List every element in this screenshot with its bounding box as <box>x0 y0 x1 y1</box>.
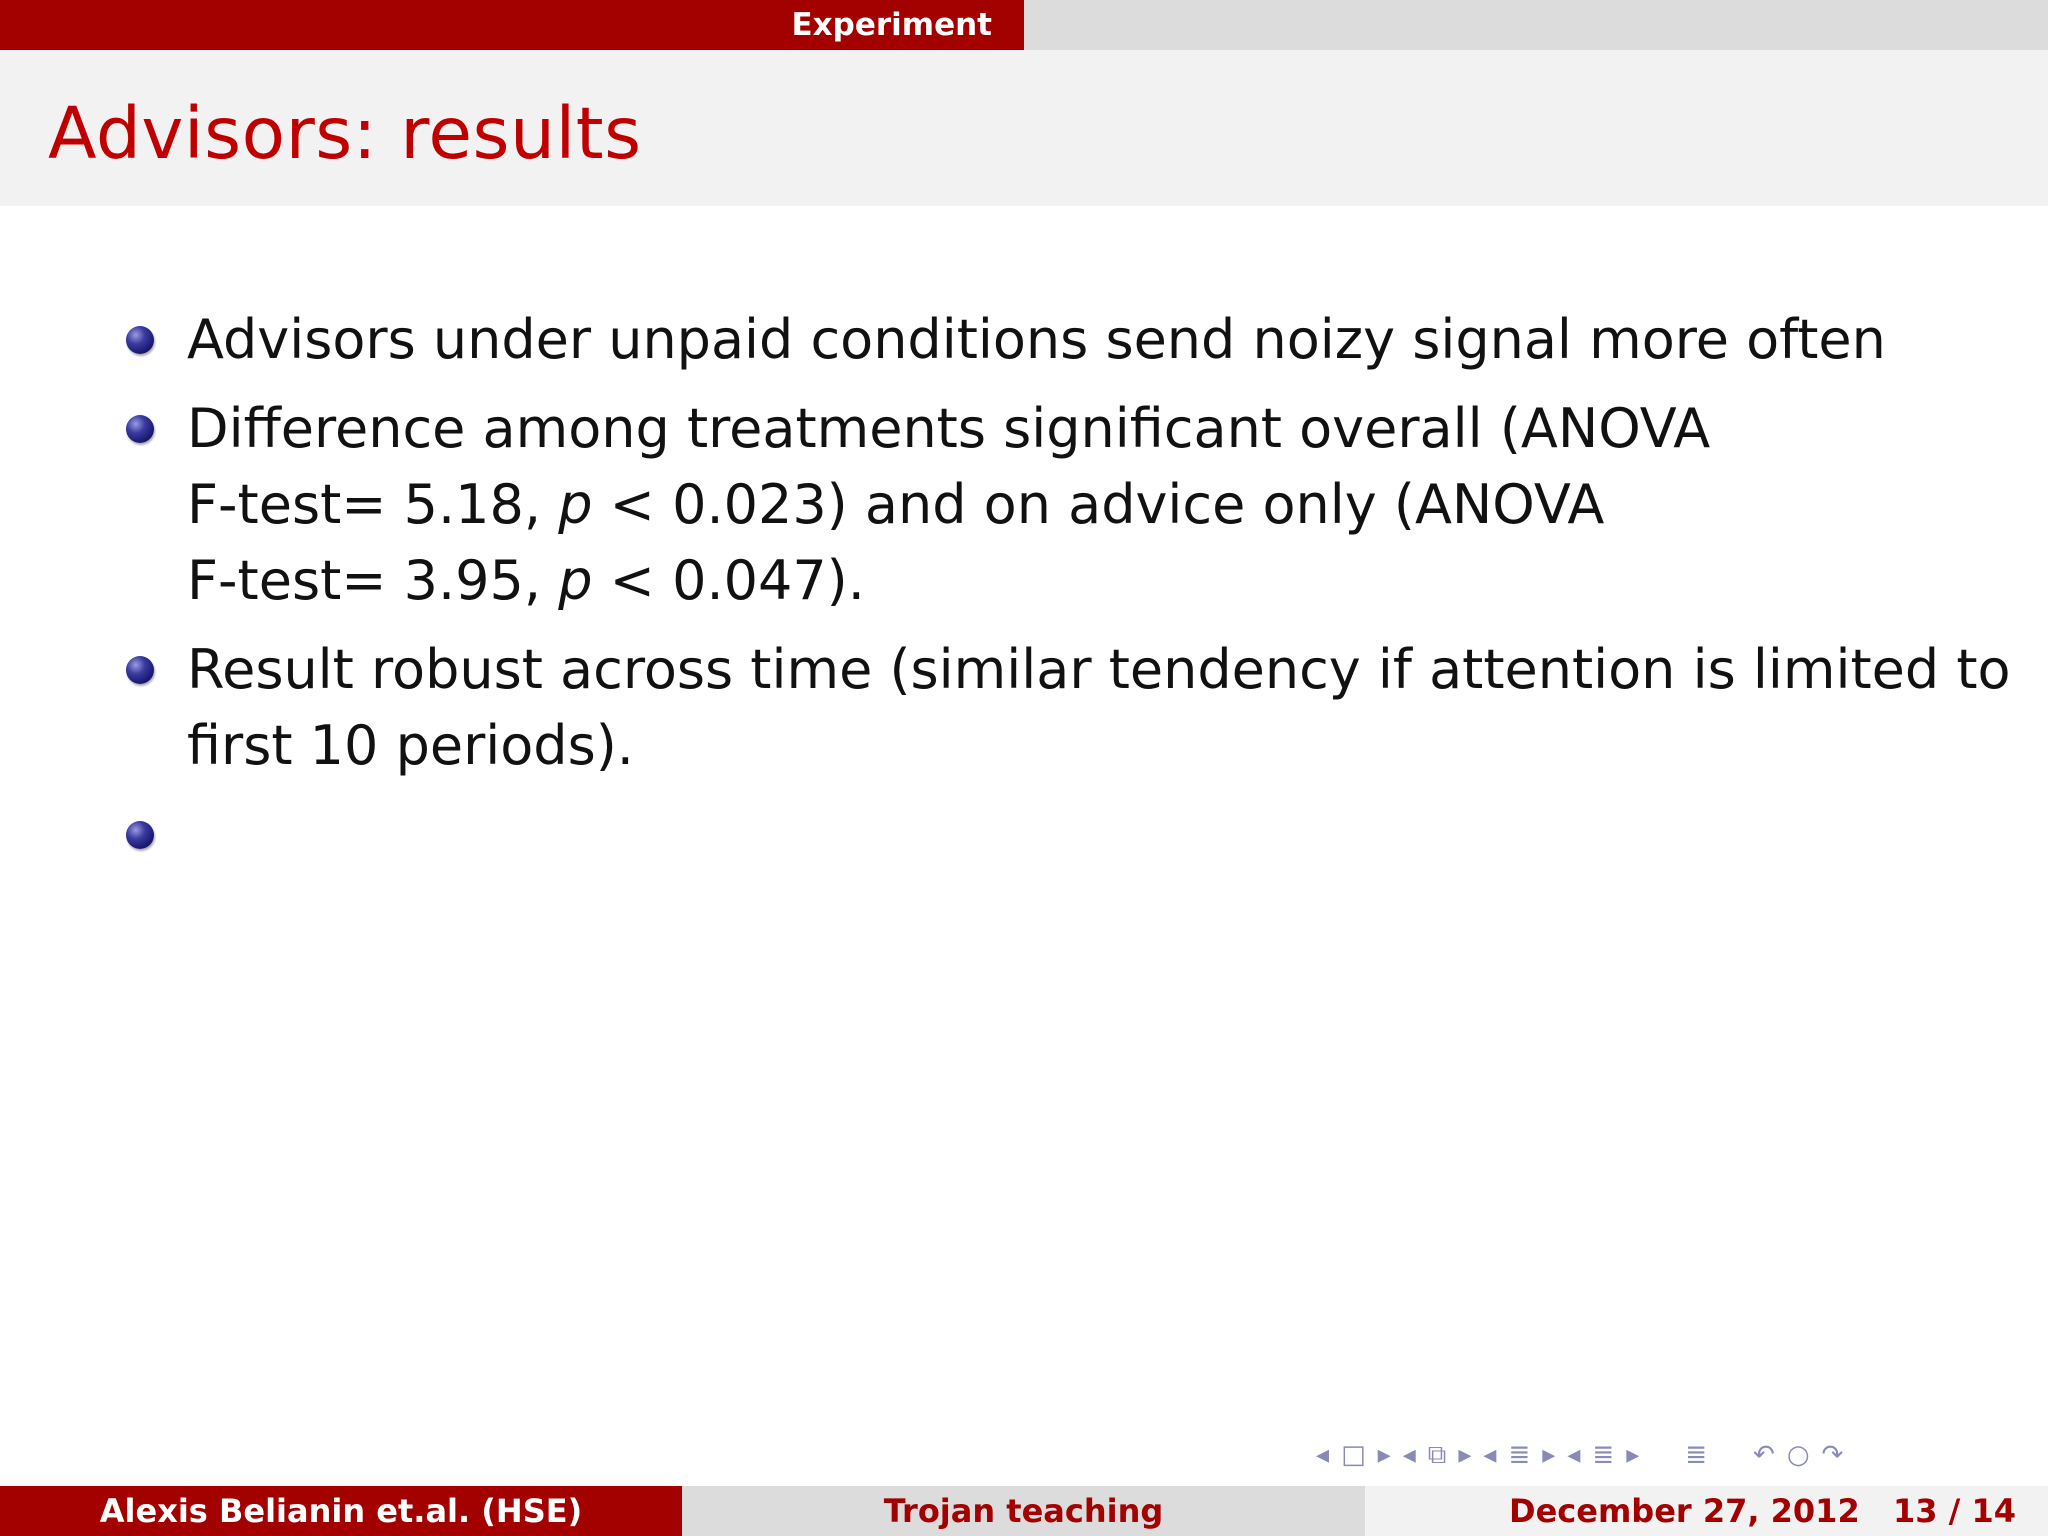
footer-date-page <box>1365 1486 2048 1536</box>
footer-bar <box>0 1486 2048 1536</box>
bullet-item-1 <box>0 302 1886 378</box>
nav-document-icon[interactable]: ≣ <box>1685 1440 1708 1470</box>
section-label: Experiment <box>791 7 992 43</box>
nav-search-icon[interactable]: ○ <box>1786 1440 1810 1470</box>
bullet-item-3 <box>0 632 2011 784</box>
bullet-line <box>187 543 1850 619</box>
footer-date: December 27, 2012 <box>1509 1492 1860 1530</box>
nav-prev-slide-icon[interactable]: ◂ <box>1316 1440 1330 1470</box>
nav-forward-icon[interactable]: ↷ <box>1821 1440 1844 1470</box>
top-navigation-bar <box>0 0 2048 50</box>
bullet-text <box>187 302 1886 378</box>
nav-prev-section-icon[interactable]: ◂ <box>1567 1440 1581 1470</box>
footer-short-title: Trojan teaching <box>682 1486 1365 1536</box>
nav-subsection-icon[interactable]: ≣ <box>1508 1440 1531 1470</box>
bullet-ball-icon <box>126 415 154 443</box>
ftest-text: F-test= 3.95, <box>187 549 559 612</box>
bullet-ball-icon <box>126 821 154 849</box>
bullet-ball-icon <box>126 326 154 354</box>
bullet-line: Difference among treatments significant overall (ANOVA <box>187 397 1711 460</box>
bullet-ball-icon <box>126 656 154 684</box>
nav-prev-frame-icon[interactable]: ◂ <box>1402 1440 1416 1470</box>
nav-next-frame-icon[interactable]: ▸ <box>1458 1440 1472 1470</box>
bullet-line: Advisors under unpaid conditions send noizy signal more often <box>187 308 1886 371</box>
section-tab-experiment[interactable] <box>0 0 1024 50</box>
footer-author: Alexis Belianin et.al. (HSE) <box>0 1486 682 1536</box>
bullet-line: first 10 periods). <box>187 714 634 777</box>
nav-slide-icon[interactable]: □ <box>1341 1440 1366 1470</box>
p-symbol: p <box>558 549 593 612</box>
ftest-text: F-test= 5.18, <box>187 473 559 536</box>
bullet-line: Result robust across time (similar tendency if attention is limited to <box>187 638 2011 701</box>
nav-next-slide-icon[interactable]: ▸ <box>1377 1440 1391 1470</box>
slide-title: Advisors: results <box>48 92 642 175</box>
top-bar-filler <box>1024 0 2048 50</box>
frame-title-bar <box>0 50 2048 206</box>
nav-frame-icon[interactable]: ⧉ <box>1427 1439 1447 1470</box>
bullet-text <box>187 391 1850 619</box>
pvalue-text: < 0.047). <box>592 549 865 612</box>
pvalue-text: < 0.023) and on advice only (ANOVA <box>592 473 1605 536</box>
p-symbol: p <box>558 473 593 536</box>
nav-next-section-icon[interactable]: ▸ <box>1626 1440 1640 1470</box>
bullet-item-2 <box>0 391 1850 619</box>
bullet-list <box>0 302 2048 886</box>
nav-section-icon[interactable]: ≣ <box>1592 1440 1615 1470</box>
bullet-item-4 <box>0 797 1850 873</box>
beamer-navigation-symbols <box>1310 1437 2030 1473</box>
nav-back-icon[interactable]: ↶ <box>1753 1440 1775 1470</box>
bullet-text <box>187 632 2011 784</box>
footer-page-number: 13 / 14 <box>1892 1492 2016 1530</box>
nav-next-subsection-icon[interactable]: ▸ <box>1542 1440 1556 1470</box>
bullet-line <box>187 467 1850 543</box>
nav-prev-subsection-icon[interactable]: ◂ <box>1483 1440 1497 1470</box>
